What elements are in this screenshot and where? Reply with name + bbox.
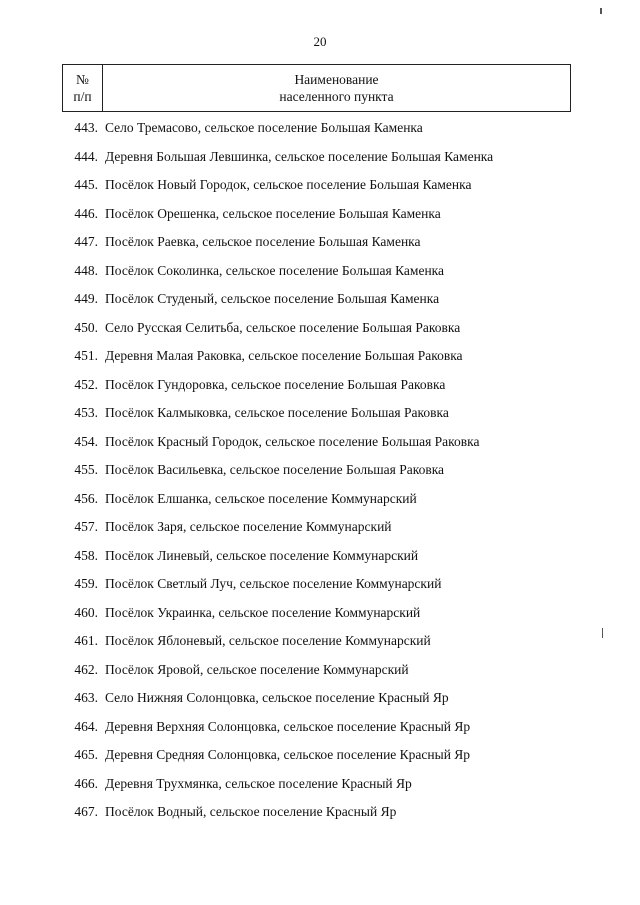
list-item [62, 399, 622, 428]
list-item [62, 485, 622, 514]
item-number: 463. [74, 690, 98, 706]
settlement-name: Село Русская Селитьба, сельское поселение Большая Раковка [105, 319, 461, 335]
list-item [62, 570, 622, 599]
scan-mark-top-right [600, 8, 602, 14]
list-item [62, 200, 622, 229]
settlement-name: Деревня Малая Раковка, сельское поселение Большая Раковка [105, 348, 463, 364]
settlement-name: Посёлок Украинка, сельское поселение Коммунарский [105, 604, 421, 620]
list-item [62, 257, 622, 286]
item-number: 445. [74, 177, 98, 193]
settlement-name: Деревня Большая Левшинка, сельское поселение Большая Каменка [105, 148, 494, 164]
item-number: 452. [74, 376, 98, 392]
settlement-name: Посёлок Студеный, сельское поселение Большая Каменка [105, 291, 440, 307]
settlement-name: Посёлок Новый Городок, сельское поселение Большая Каменка [105, 177, 472, 193]
settlement-name: Посёлок Яблоневый, сельское поселение Коммунарский [105, 633, 431, 649]
item-number: 459. [74, 576, 98, 592]
list-item [62, 285, 622, 314]
item-number: 443. [74, 120, 98, 136]
item-number: 453. [74, 405, 98, 421]
list-item [62, 228, 622, 257]
name-column-header [103, 65, 570, 111]
item-number: 444. [74, 148, 98, 164]
list-item [62, 713, 622, 742]
list-item [62, 143, 622, 172]
settlement-list [62, 114, 622, 827]
settlement-name: Деревня Средняя Солонцовка, сельское поселение Красный Яр [105, 747, 471, 763]
settlement-name: Посёлок Водный, сельское поселение Красный Яр [105, 804, 397, 820]
settlement-name: Посёлок Раевка, сельское поселение Большая Каменка [105, 234, 421, 250]
name-header-line-2: населенного пункта [279, 89, 394, 104]
name-header-line-1: Наименование [294, 72, 379, 87]
item-number: 460. [74, 604, 98, 620]
item-number: 451. [74, 348, 98, 364]
page-number: 20 [313, 34, 327, 49]
item-number: 465. [74, 747, 98, 763]
item-number: 462. [74, 661, 98, 677]
settlement-name: Посёлок Красный Городок, сельское поселение Большая Раковка [105, 433, 480, 449]
list-item [62, 770, 622, 799]
list-item [62, 371, 622, 400]
settlement-name: Посёлок Васильевка, сельское поселение Большая Раковка [105, 462, 445, 478]
settlement-name: Деревня Верхняя Солонцовка, сельское поселение Красный Яр [105, 718, 471, 734]
item-number: 466. [74, 775, 98, 791]
number-header-line-2: п/п [73, 89, 92, 104]
item-number: 467. [74, 804, 98, 820]
settlement-name: Посёлок Заря, сельское поселение Коммунарский [105, 519, 392, 535]
settlement-name: Посёлок Яровой, сельское поселение Коммунарский [105, 661, 409, 677]
settlement-name: Посёлок Соколинка, сельское поселение Большая Каменка [105, 262, 445, 278]
settlement-name: Посёлок Светлый Луч, сельское поселение Коммунарский [105, 576, 442, 592]
item-number: 454. [74, 433, 98, 449]
list-item [62, 428, 622, 457]
list-item [62, 627, 622, 656]
list-item [62, 314, 622, 343]
table-header [62, 64, 571, 112]
settlement-name: Деревня Трухмянка, сельское поселение Красный Яр [105, 775, 412, 791]
settlement-name: Село Тремасово, сельское поселение Большая Каменка [105, 120, 423, 136]
settlement-name: Посёлок Елшанка, сельское поселение Коммунарский [105, 490, 417, 506]
settlement-name: Посёлок Гундоровка, сельское поселение Большая Раковка [105, 376, 446, 392]
item-number: 461. [74, 633, 98, 649]
item-number: 447. [74, 234, 98, 250]
settlement-name: Посёлок Калмыковка, сельское поселение Большая Раковка [105, 405, 449, 421]
list-item [62, 741, 622, 770]
item-number: 449. [74, 291, 98, 307]
list-item [62, 798, 622, 827]
item-number: 448. [74, 262, 98, 278]
settlement-name: Посёлок Орешенка, сельское поселение Большая Каменка [105, 205, 441, 221]
list-item [62, 656, 622, 685]
list-item [62, 599, 622, 628]
item-number: 450. [74, 319, 98, 335]
list-item [62, 456, 622, 485]
list-item [62, 684, 622, 713]
list-item [62, 114, 622, 143]
list-item [62, 342, 622, 371]
item-number: 446. [74, 205, 98, 221]
list-item [62, 171, 622, 200]
list-item [62, 542, 622, 571]
item-number: 456. [74, 490, 98, 506]
item-number: 455. [74, 462, 98, 478]
scan-mark-right-edge [602, 628, 603, 638]
number-column-header [63, 65, 103, 111]
settlement-name: Село Нижняя Солонцовка, сельское поселение Красный Яр [105, 690, 449, 706]
item-number: 464. [74, 718, 98, 734]
list-item [62, 513, 622, 542]
number-header-line-1: № [76, 72, 89, 87]
settlement-name: Посёлок Линевый, сельское поселение Коммунарский [105, 547, 419, 563]
item-number: 457. [74, 519, 98, 535]
item-number: 458. [74, 547, 98, 563]
